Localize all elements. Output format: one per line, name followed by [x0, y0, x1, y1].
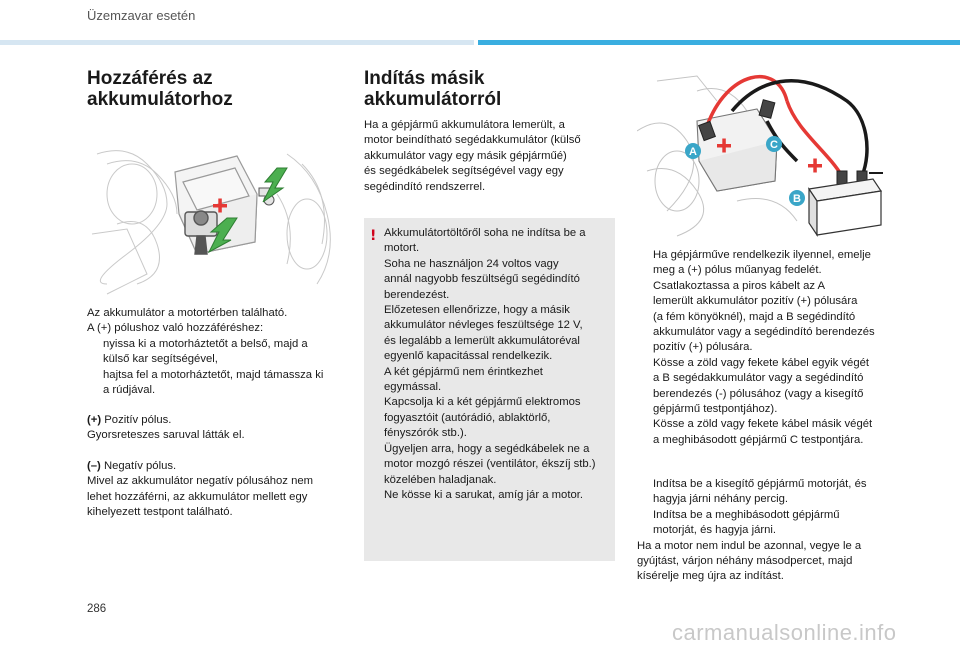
- positive-pole-section: [87, 413, 345, 444]
- positive-pole-text: Pozitív pólus.: [101, 414, 172, 426]
- step-line: Csatlakoztassa a piros kábelt az A: [653, 279, 826, 292]
- warning-line: Kapcsolja ki a két gépjármű elektromos: [384, 396, 581, 409]
- middle-intro-line: Ha a gépjármű akkumulátora lemerült, a: [364, 119, 565, 131]
- left-intro: [87, 306, 345, 398]
- positive-pole-label: (+): [87, 414, 102, 426]
- label-b: B: [793, 193, 801, 205]
- step-line: Ha gépjárműve rendelkezik ilyennel, emelje: [653, 249, 871, 261]
- middle-intro-line: motor beindítható segédakkumulátor (külső: [364, 134, 581, 147]
- warning-line: Soha ne használjon 24 voltos vagy: [384, 257, 559, 270]
- step-line: pozitív (+) pólusára.: [653, 341, 753, 354]
- negative-pole-desc-3: kihelyezett testpont található.: [87, 506, 233, 519]
- left-bullet-2-line2: a rúdjával.: [103, 384, 156, 397]
- step-item: [637, 477, 897, 508]
- jump-start-illustration: [637, 71, 891, 239]
- warning-box: [364, 218, 615, 561]
- negative-pole-desc-2: lehet hozzáférni, az akkumulátor mellett egy: [87, 490, 308, 503]
- warning-line: Ne kösse ki a sarukat, amíg jár a motor.: [384, 488, 584, 501]
- warning-line: fogyasztóit (autórádió, ablaktörlő,: [384, 411, 551, 424]
- engine-bay-illustration: [87, 134, 341, 298]
- warning-line: motor mozgó részei (ventilátor, ékszíj stb.): [384, 458, 596, 471]
- warning-exclamation-icon: !: [370, 228, 377, 244]
- auxiliary-battery-icon: [809, 179, 881, 235]
- warning-line: Előzetesen ellenőrizze, hogy a másik: [384, 304, 570, 317]
- left-heading-line1: Hozzáférés az: [87, 68, 213, 89]
- left-bullet-1-line1: nyissa ki a motorháztetőt a belső, majd a: [103, 337, 308, 350]
- label-b-badge: [789, 190, 805, 206]
- step-line: motorját, és hagyja járni.: [653, 524, 777, 537]
- header-title: Üzemzavar esetén: [87, 8, 196, 23]
- positive-pole-desc: Gyorsreteszes saruval látták el.: [87, 429, 245, 442]
- header-rule-dark: [478, 40, 960, 45]
- label-c-badge: [766, 136, 782, 152]
- step-line: gépjármű testpontjához).: [653, 403, 778, 416]
- middle-heading-line1: Indítás másik: [364, 68, 485, 89]
- watermark: carmanualsonline.info: [672, 620, 897, 645]
- warning-line: akkumulátor névleges feszültsége 12 V,: [384, 319, 583, 332]
- label-a: A: [689, 146, 697, 158]
- outro-line: gyújtást, várjon néhány másodpercet, majd: [637, 555, 853, 568]
- step-item: [637, 508, 897, 539]
- negative-pole-line: [87, 459, 345, 474]
- middle-intro-line: segédindító rendszerrel.: [364, 180, 486, 193]
- header-rule-light: [0, 40, 474, 45]
- positive-pole-line: [87, 413, 345, 428]
- step-line: lemerült akkumulátor pozitív (+) pólusára: [653, 295, 858, 308]
- warning-line: berendezést.: [384, 288, 450, 301]
- step-item: [637, 248, 897, 279]
- outro-line: kísérelje meg újra az indítást.: [637, 570, 784, 583]
- steps-group-2: [637, 477, 897, 585]
- left-heading: [87, 68, 233, 110]
- warning-line: Ügyeljen arra, hogy a segédkábelek ne a: [384, 442, 590, 455]
- step-line: Kösse a zöld vagy fekete kábel egyik végét: [653, 356, 870, 369]
- step-item: [637, 356, 897, 418]
- middle-intro: [364, 118, 619, 195]
- left-bullet-1: [87, 337, 345, 368]
- step-line: (a fém könyöknél), majd a B segédindító: [653, 310, 856, 323]
- page-number: 286: [87, 603, 107, 615]
- middle-intro-line: akkumulátor vagy egy másik gépjárműé): [364, 149, 567, 162]
- header-rule: [0, 40, 960, 45]
- left-bullet-1-line2: külső kar segítségével,: [103, 353, 218, 366]
- warning-line: és legalább a lemerült akkumulátoréval: [384, 334, 580, 347]
- warning-line: annál nagyobb feszültségű segédindító: [384, 273, 580, 286]
- warning-line: fényszórók stb.).: [384, 427, 467, 440]
- middle-intro-line: és segédkábelek segítségével vagy egy: [364, 165, 564, 178]
- label-c: C: [770, 139, 778, 151]
- label-a-badge: [685, 143, 701, 159]
- warning-line: A két gépjármű nem érintkezhet: [384, 365, 543, 378]
- jump-start-image: [637, 71, 891, 239]
- step-line: a B segédakkumulátor vagy a segédindító: [653, 372, 864, 385]
- step-line: meg a (+) pólus műanyag fedelét.: [653, 264, 822, 277]
- left-heading-line2: akkumulátorhoz: [87, 89, 233, 110]
- warning-line: Akkumulátortöltőről soha ne indítsa be a: [384, 227, 586, 239]
- negative-pole-desc-1: Mivel az akkumulátor negatív pólusához nem: [87, 475, 314, 488]
- battery-access-image: [87, 134, 341, 298]
- warning-line: motort.: [384, 242, 420, 255]
- negative-pole-section: [87, 459, 345, 521]
- step-line: a meghibásodott gépjármű C testpontjára.: [653, 433, 864, 446]
- left-intro-line2: A (+) pólushoz való hozzáféréshez:: [87, 322, 264, 335]
- middle-heading-line2: akkumulátorról: [364, 89, 502, 110]
- step-line: Indítsa be a kisegítő gépjármű motorját, és: [653, 478, 867, 490]
- warning-line: egymással.: [384, 381, 442, 394]
- steps-group-1: [637, 248, 897, 448]
- warning-line: közelében haladjanak.: [384, 473, 497, 486]
- left-bullet-2: [87, 368, 345, 399]
- negative-pole-text: Negatív pólus.: [100, 460, 177, 472]
- step-line: Kösse a zöld vagy fekete kábel másik végét: [653, 418, 873, 431]
- middle-heading: [364, 68, 501, 110]
- outro-line: Ha a motor nem indul be azonnal, vegye le a: [637, 539, 862, 552]
- left-intro-line1: Az akkumulátor a motortérben található.: [87, 307, 288, 319]
- step-line: berendezés (-) pólusához (vagy a kisegítő: [653, 387, 864, 400]
- step-item: [637, 279, 897, 356]
- step-item: [637, 417, 897, 448]
- warning-line: egyenlő kapacitással rendelkezik.: [384, 350, 553, 363]
- step-line: Indítsa be a meghibásodott gépjármű: [653, 508, 840, 521]
- warning-text: [384, 226, 610, 503]
- step-line: hagyja járni néhány percig.: [653, 493, 789, 506]
- negative-pole-label: (–): [87, 460, 101, 472]
- left-bullet-2-line1: hajtsa fel a motorháztetőt, majd támassza ki: [103, 368, 324, 381]
- step-line: akkumulátor vagy a segédindító berendezés: [653, 326, 875, 339]
